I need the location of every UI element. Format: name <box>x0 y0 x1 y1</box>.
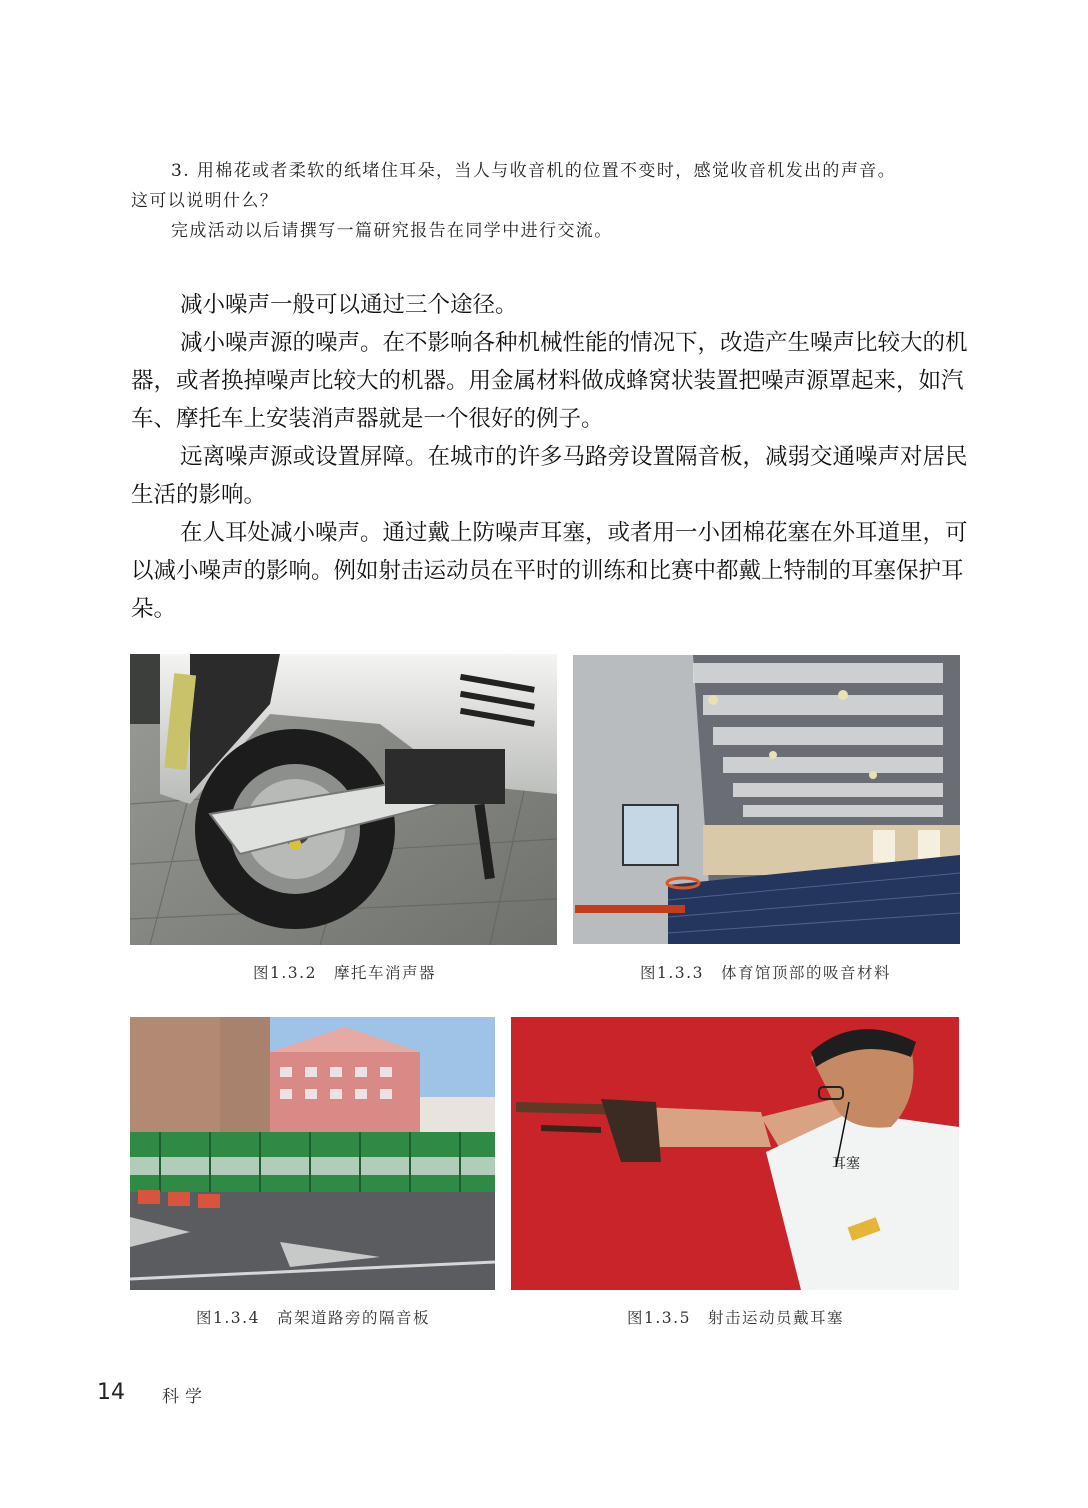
figure-caption: 图1.3.3 体育馆顶部的吸音材料 <box>640 964 891 982</box>
earplug-label: 耳塞 <box>832 1156 860 1172</box>
paragraph: 在人耳处减小噪声。通过戴上防噪声耳塞，或者用一小团棉花塞在外耳道里，可以减小噪声的影响。例如射击运动员在平时的训练和比赛中都戴上特制的耳塞保护耳朵。 <box>131 520 968 622</box>
activity-instruction: 完成活动以后请撰写一篇研究报告在同学中进行交流。 <box>171 221 613 241</box>
figure-caption: 图1.3.4 高架道路旁的隔音板 <box>196 1309 430 1327</box>
figure-caption: 图1.3.5 射击运动员戴耳塞 <box>627 1309 844 1327</box>
paragraph: 减小噪声一般可以通过三个途径。 <box>180 292 518 318</box>
figure-caption: 图1.3.2 摩托车消声器 <box>253 964 436 982</box>
motorcycle-muffler-photo <box>130 654 557 945</box>
gymnasium-ceiling-photo <box>573 655 960 944</box>
subject-label: 科学 <box>162 1387 208 1407</box>
main-text <box>131 286 971 628</box>
paragraph: 减小噪声源的噪声。在不影响各种机械性能的情况下，改造产生噪声比较大的机器，或者换掉噪声比较大的机器。用金属材料做成蜂窝状装置把噪声源罩起来，如汽车、摩托车上安装消声器就是一个很好的例子。 <box>131 330 968 432</box>
page-number: 14 <box>97 1380 125 1405</box>
sound-barrier-photo <box>130 1017 495 1290</box>
activity-question-cont: 这可以说明什么？ <box>131 191 279 211</box>
paragraph: 远离噪声源或设置屏障。在城市的许多马路旁设置隔音板，减弱交通噪声对居民生活的影响。 <box>131 444 968 508</box>
shooter-earplug-photo <box>511 1017 959 1290</box>
activity-question: 3. 用棉花或者柔软的纸堵住耳朵，当人与收音机的位置不变时，感觉收音机发出的声音。 <box>171 161 897 181</box>
